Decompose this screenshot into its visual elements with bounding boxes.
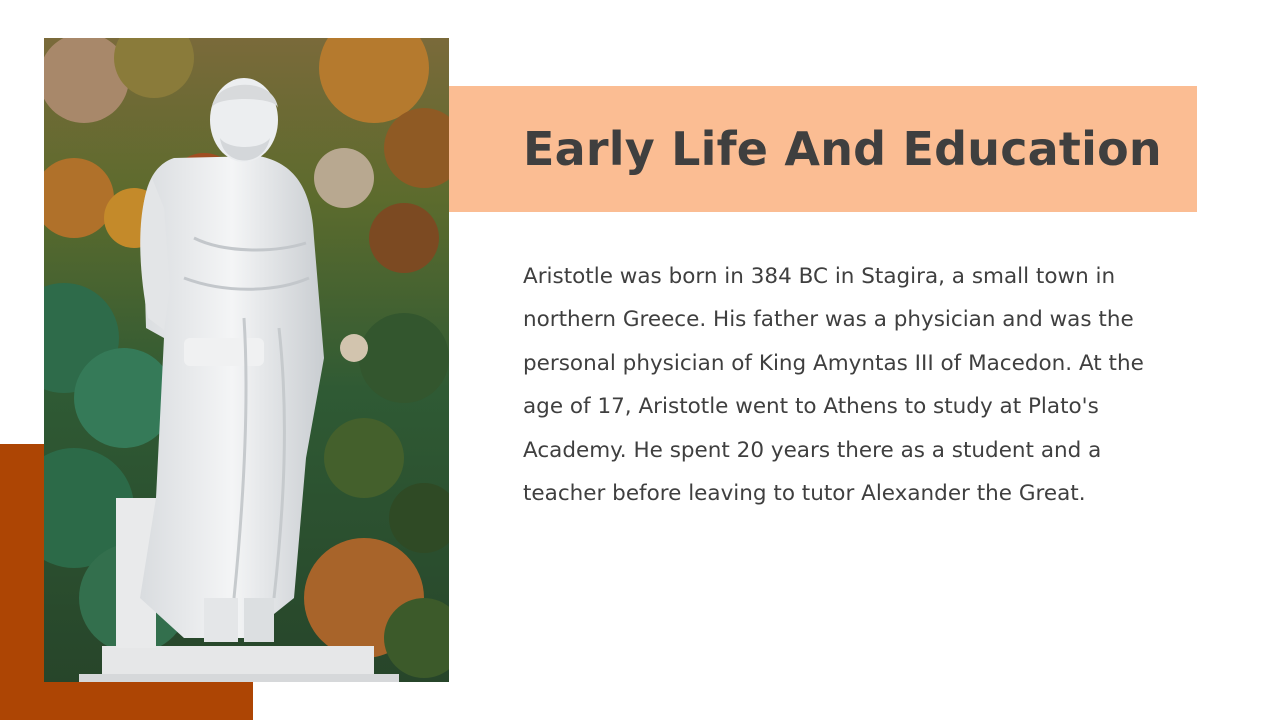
slide-title: Early Life And Education xyxy=(523,122,1162,176)
statue-photo xyxy=(44,38,449,682)
slide-body-text: Aristotle was born in 384 BC in Stagira, a small town in northern Greece. His father was a physician and was the personal physician of King Amyntas III of Macedon. At the age of 17, Aristotle went to Athens to study at Plato's Academy. He spent 20 years there as a student and a teacher before leaving to tutor Alexander the Great. xyxy=(523,264,1144,507)
